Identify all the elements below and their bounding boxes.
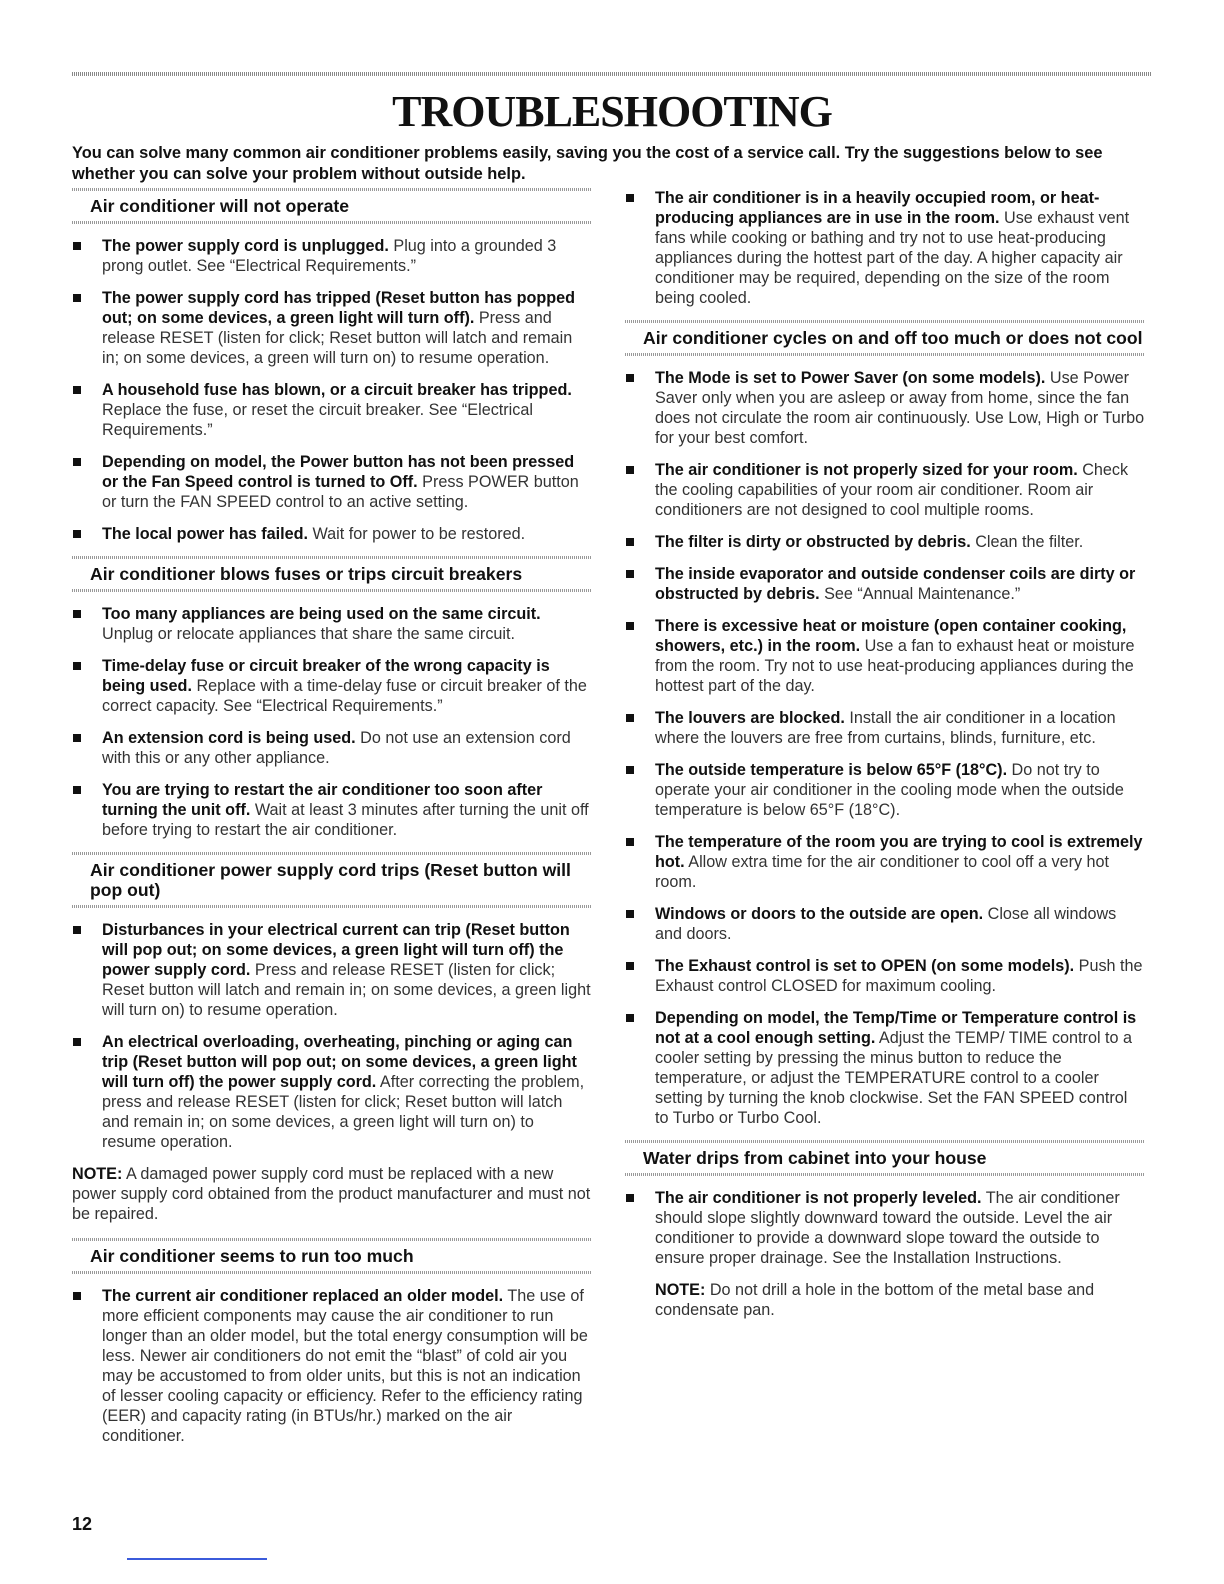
problem-cause: An electrical overloading, overheating, pinching or aging can trip (Reset button will pop out; on some devices, a green light will turn off) the power supply cord. [102,1033,577,1091]
square-bullet-icon [73,1292,81,1300]
note-text: Do not drill a hole in the bottom of the metal base and condensate pan. [655,1281,1095,1319]
section-heading: Air conditioner seems to run too much [72,1238,592,1274]
troubleshooting-item [72,380,592,440]
solution-text: Wait for power to be restored. [308,525,526,543]
problem-cause: Depending on model, the Power button has not been pressed or the Fan Speed control is turned to Off. [102,453,575,491]
problem-cause: There is excessive heat or moisture (open container cooking, showers, etc.) in the room. [655,617,1127,655]
troubleshooting-section [72,188,592,544]
square-bullet-icon [73,242,81,250]
problem-cause: The air conditioner is not properly sized for your room. [655,461,1078,479]
square-bullet-icon [73,386,81,394]
square-bullet-icon [73,530,81,538]
item-list [72,604,592,840]
troubleshooting-item [72,728,592,768]
note [72,1164,592,1224]
solution-text: Plug into a grounded 3 prong outlet. See “Electrical Requirements.” [102,237,557,275]
troubleshooting-item [625,832,1145,892]
square-bullet-icon [626,538,634,546]
square-bullet-icon [73,926,81,934]
solution-text: Install the air conditioner in a location where the louvers are free from curtains, blinds, furniture, etc. [655,709,1116,747]
problem-cause: The power supply cord is unplugged. [102,237,389,255]
square-bullet-icon [626,466,634,474]
problem-cause: The louvers are blocked. [655,709,845,727]
solution-text: Clean the filter. [970,533,1084,551]
square-bullet-icon [73,294,81,302]
solution-text: Allow extra time for the air conditioner to cool off a very hot room. [655,853,1110,891]
square-bullet-icon [626,374,634,382]
problem-cause: The outside temperature is below 65°F (18°C). [655,761,1008,779]
square-bullet-icon [626,910,634,918]
solution-text: Press and release RESET (listen for click; Reset button will latch and remain in; on some devices, a green light will turn on) to resume operation. [102,961,591,1019]
solution-text: Use Power Saver only when you are asleep or away from home, since the fan does not circulate the room air continuously. Use Low, High or Turbo for your best comfort. [655,369,1145,447]
page-number: 12 [72,1514,93,1534]
solution-text: Wait at least 3 minutes after turning the unit off before trying to restart the air conditioner. [102,801,589,839]
troubleshooting-item [625,1008,1145,1128]
troubleshooting-item [625,956,1145,996]
troubleshooting-section [72,1238,592,1446]
problem-cause: The air conditioner is in a heavily occupied room, or heat-producing appliances are in use in the room. [655,189,1100,227]
troubleshooting-section [72,852,592,1224]
solution-text: Unplug or relocate appliances that share the same circuit. [102,625,516,643]
square-bullet-icon [73,734,81,742]
square-bullet-icon [626,194,634,202]
item-list [625,1188,1145,1268]
square-bullet-icon [73,786,81,794]
page-title: TROUBLESHOOTING [392,87,832,136]
troubleshooting-item [625,368,1145,448]
troubleshooting-item [72,236,592,276]
problem-cause: The power supply cord has tripped (Reset button has popped out; on some devices, a green light will turn off). [102,289,576,327]
square-bullet-icon [626,838,634,846]
problem-cause: The Mode is set to Power Saver (on some models). [655,369,1046,387]
square-bullet-icon [626,1194,634,1202]
solution-text: Press POWER button or turn the FAN SPEED control to an active setting. [102,473,579,511]
troubleshooting-item [625,188,1145,308]
problem-cause: Time-delay fuse or circuit breaker of the wrong capacity is being used. [102,657,550,695]
problem-cause: A household fuse has blown, or a circuit breaker has tripped. [102,381,572,399]
troubleshooting-item [72,1286,592,1446]
problem-cause: Depending on model, the Temp/Time or Temperature control is not at a cool enough setting. [655,1009,1137,1047]
solution-text: Use a fan to exhaust heat or moisture from the room. Try not to use heat-producing appliances during the hottest part of the day. [655,637,1135,695]
footer-link-line [127,1558,267,1560]
problem-cause: Windows or doors to the outside are open. [655,905,984,923]
problem-cause: The inside evaporator and outside condenser coils are dirty or obstructed by debris. [655,565,1136,603]
troubleshooting-item [625,616,1145,696]
section-heading: Air conditioner blows fuses or trips circuit breakers [72,556,592,592]
troubleshooting-item [625,564,1145,604]
troubleshooting-item [72,452,592,512]
problem-cause: The current air conditioner replaced an older model. [102,1287,504,1305]
problem-cause: Too many appliances are being used on the same circuit. [102,605,541,623]
square-bullet-icon [626,714,634,722]
solution-text: The use of more efficient components may cause the air conditioner to run longer than an older model, but the total energy consumption will be less. Newer air conditioners do not emit the “blast” of cold air you may be accustomed to from older units, but this is not an indication of lesser cooling capacity or efficiency. Refer to the efficiency rating (EER) and capacity rating (in BTUs/hr.) marked on the air conditioner. [102,1287,588,1445]
note-label: NOTE: [655,1281,706,1299]
note [655,1280,1145,1320]
right-column [625,188,1145,1334]
solution-text: Push the Exhaust control CLOSED for maximum cooling. [655,957,1143,995]
solution-text: Close all windows and doors. [655,905,1117,943]
item-list [625,368,1145,1128]
section-heading: Air conditioner power supply cord trips (Reset button will pop out) [72,852,592,908]
troubleshooting-item [72,920,592,1020]
troubleshooting-item [72,524,592,544]
note-text: A damaged power supply cord must be replaced with a new power supply cord obtained from the product manufacturer and must not be repaired. [72,1165,591,1223]
problem-cause: The Exhaust control is set to OPEN (on some models). [655,957,1075,975]
troubleshooting-item [72,288,592,368]
intro-text: You can solve many common air conditioner problems easily, saving you the cost of a service call. Try the suggestions below to see whether you can solve your problem without outside help. [72,144,1103,183]
problem-cause: An extension cord is being used. [102,729,356,747]
troubleshooting-item [625,708,1145,748]
troubleshooting-item [72,780,592,840]
troubleshooting-section [625,320,1145,1128]
troubleshooting-item [625,1188,1145,1268]
item-list [72,920,592,1152]
troubleshooting-item [625,532,1145,552]
square-bullet-icon [73,458,81,466]
solution-text: See “Annual Maintenance.” [819,585,1021,603]
problem-cause: Disturbances in your electrical current can trip (Reset button will pop out; on some devices, a green light will turn off) the power supply cord. [102,921,570,979]
solution-text: Replace with a time-delay fuse or circuit breaker of the correct capacity. See “Electrical Requirements.” [102,677,587,715]
section-heading: Air conditioner will not operate [72,188,592,224]
troubleshooting-item [625,460,1145,520]
item-list [625,188,1145,308]
solution-text: Do not try to operate your air conditioner in the cooling mode when the outside temperature is below 65°F (18°C). [655,761,1124,819]
troubleshooting-section [625,1140,1145,1320]
solution-text: Check the cooling capabilities of your room air conditioner. Room air conditioners are not designed to cool multiple rooms. [655,461,1129,519]
item-list [72,1286,592,1446]
problem-cause: The local power has failed. [102,525,308,543]
square-bullet-icon [626,622,634,630]
square-bullet-icon [626,962,634,970]
top-rule [72,72,1152,76]
problem-cause: You are trying to restart the air conditioner too soon after turning the unit off. [102,781,543,819]
problem-cause: The air conditioner is not properly leveled. [655,1189,982,1207]
solution-text: Replace the fuse, or reset the circuit breaker. See “Electrical Requirements.” [102,401,533,439]
solution-text: Do not use an extension cord with this or any other appliance. [102,729,571,767]
solution-text: The air conditioner should slope slightly downward toward the outside. Level the air conditioner to provide a downward slope toward the outside to ensure proper drainage. See the Installation Instructions. [655,1189,1120,1267]
item-list [72,236,592,544]
square-bullet-icon [626,766,634,774]
section-heading: Water drips from cabinet into your house [625,1140,1145,1176]
solution-text: After correcting the problem, press and release RESET (listen for click; Reset button will latch and remain in; on some devices, a green light will turn on) to resume operation. [102,1073,585,1151]
note-label: NOTE: [72,1165,123,1183]
troubleshooting-item [72,656,592,716]
solution-text: Use exhaust vent fans while cooking or bathing and try not to use heat-producing appliances during the hottest part of the day. A higher capacity air conditioner may be required, depending on the size of the room being cooled. [655,209,1130,307]
left-column [72,188,592,1458]
solution-text: Adjust the TEMP/ TIME control to a cooler setting by pressing the minus button to reduce the temperature, or adjust the TEMPERATURE control to a cooler setting by turning the knob clockwise. Set the FAN SPEED control to Turbo or Turbo Cool. [655,1029,1133,1127]
troubleshooting-item [625,760,1145,820]
square-bullet-icon [626,1014,634,1022]
square-bullet-icon [73,662,81,670]
troubleshooting-item [625,904,1145,944]
problem-cause: The temperature of the room you are trying to cool is extremely hot. [655,833,1143,871]
square-bullet-icon [626,570,634,578]
square-bullet-icon [73,610,81,618]
troubleshooting-item [72,1032,592,1152]
solution-text: Press and release RESET (listen for click; Reset button will latch and remain in; on some devices, a green will turn on) to resume operation. [102,309,573,367]
section-heading: Air conditioner cycles on and off too much or does not cool [625,320,1145,356]
square-bullet-icon [73,1038,81,1046]
troubleshooting-item [72,604,592,644]
problem-cause: The filter is dirty or obstructed by debris. [655,533,971,551]
troubleshooting-section [72,556,592,840]
